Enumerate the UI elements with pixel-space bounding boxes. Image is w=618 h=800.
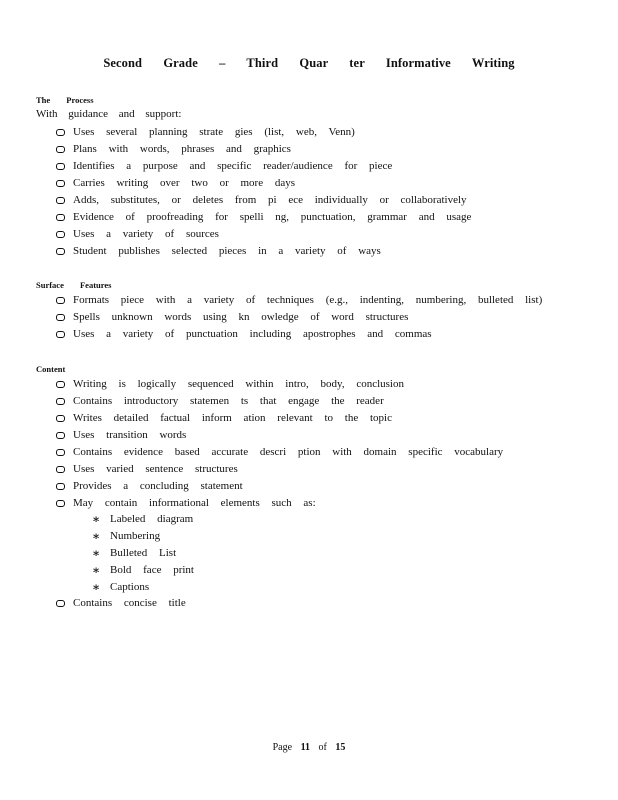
- content-list-continued: [56, 595, 596, 612]
- sub-list-item-text: Numbering: [110, 530, 161, 542]
- list-item-text: Writes detailed factual inform ation relevant to the topic: [73, 412, 392, 424]
- list-item-text: Contains concise title: [73, 597, 186, 609]
- list-item-text: Writing is logically sequenced within intro, body, conclusion: [73, 378, 404, 390]
- bullet-icon: [56, 466, 65, 473]
- list-item: [56, 461, 596, 478]
- list-item-text: Uses a variety of punctuation including apostrophes and commas: [73, 328, 432, 340]
- list-item: [56, 444, 596, 461]
- list-item-text: May contain informational elements such as:: [73, 497, 316, 509]
- bullet-icon: [56, 381, 65, 388]
- bullet-icon: [56, 331, 65, 338]
- list-item: [56, 209, 596, 226]
- bullet-icon: [56, 248, 65, 255]
- list-item: [56, 410, 596, 427]
- list-item: [56, 595, 596, 612]
- sub-list-item: [92, 562, 194, 579]
- list-item: [56, 376, 596, 393]
- list-item-text: Uses varied sentence structures: [73, 463, 238, 475]
- page-number: 11: [300, 742, 311, 753]
- list-item: [56, 478, 596, 495]
- sub-list-item: [92, 545, 194, 562]
- list-item: [56, 141, 596, 158]
- list-item-text: Plans with words, phrases and graphics: [73, 143, 291, 155]
- asterisk-icon: ∗: [92, 546, 101, 560]
- list-item-text: Identifies a purpose and specific reader/audience for piece: [73, 160, 393, 172]
- list-item-text: Uses several planning strate gies (list, web, Venn): [73, 126, 355, 138]
- heading-surface-features: Surface Features: [36, 280, 112, 290]
- process-intro: With guidance and support:: [36, 108, 182, 120]
- bullet-icon: [56, 146, 65, 153]
- bullet-icon: [56, 214, 65, 221]
- list-item: [56, 124, 596, 141]
- list-item-text: Adds, substitutes, or deletes from pi ece individually or collaboratively: [73, 194, 467, 206]
- bullet-icon: [56, 500, 65, 507]
- bullet-icon: [56, 180, 65, 187]
- bullet-icon: [56, 398, 65, 405]
- sub-list-item-text: Bold face print: [110, 564, 194, 576]
- page-total: 15: [335, 742, 346, 753]
- bullet-icon: [56, 449, 65, 456]
- bullet-icon: [56, 600, 65, 607]
- surface-list: [56, 292, 596, 343]
- content-list: [56, 376, 596, 512]
- bullet-icon: [56, 432, 65, 439]
- bullet-icon: [56, 129, 65, 136]
- sub-list-item-text: Captions: [110, 581, 150, 593]
- list-item: [56, 309, 596, 326]
- bullet-icon: [56, 297, 65, 304]
- heading-content: Content: [36, 364, 66, 374]
- bullet-icon: [56, 197, 65, 204]
- asterisk-icon: ∗: [92, 529, 101, 543]
- sub-list-item: [92, 579, 194, 596]
- list-item: [56, 393, 596, 410]
- list-item: [56, 427, 596, 444]
- footer-prefix: Page: [272, 742, 293, 753]
- list-item: [56, 326, 596, 343]
- list-item: [56, 226, 596, 243]
- bullet-icon: [56, 314, 65, 321]
- list-item-text: Student publishes selected pieces in a variety of ways: [73, 245, 381, 257]
- bullet-icon: [56, 415, 65, 422]
- footer-of: of: [318, 742, 327, 753]
- bullet-icon: [56, 231, 65, 238]
- list-item-text: Contains evidence based accurate descri ption with domain specific vocabulary: [73, 446, 504, 458]
- list-item-text: Carries writing over two or more days: [73, 177, 296, 189]
- heading-process: The Process: [36, 95, 94, 105]
- list-item-text: Formats piece with a variety of techniques (e.g., indenting, numbering, bulleted list): [73, 294, 543, 306]
- process-list: [56, 124, 596, 260]
- list-item-text: Spells unknown words using kn owledge of word structures: [73, 311, 409, 323]
- list-item-text: Uses a variety of sources: [73, 228, 219, 240]
- asterisk-icon: ∗: [92, 580, 101, 594]
- sub-list-item: [92, 528, 194, 545]
- list-item-text: Provides a concluding statement: [73, 480, 243, 492]
- list-item-text: Contains introductory statemen ts that engage the reader: [73, 395, 384, 407]
- list-item: [56, 192, 596, 209]
- bullet-icon: [56, 163, 65, 170]
- asterisk-icon: ∗: [92, 563, 101, 577]
- list-item: [56, 495, 596, 512]
- bullet-icon: [56, 483, 65, 490]
- sub-list-item-text: Labeled diagram: [110, 513, 194, 525]
- page-footer: [0, 742, 618, 753]
- list-item: [56, 243, 596, 260]
- list-item: [56, 292, 596, 309]
- list-item: [56, 158, 596, 175]
- informational-elements-list: [92, 511, 194, 596]
- asterisk-icon: ∗: [92, 512, 101, 526]
- list-item: [56, 175, 596, 192]
- sub-list-item-text: Bulleted List: [110, 547, 177, 559]
- list-item-text: Evidence of proofreading for spelli ng, punctuation, grammar and usage: [73, 211, 472, 223]
- list-item-text: Uses transition words: [73, 429, 187, 441]
- sub-list-item: [92, 511, 194, 528]
- document-title: Second Grade – Third Quar ter Informative Writing: [103, 56, 515, 70]
